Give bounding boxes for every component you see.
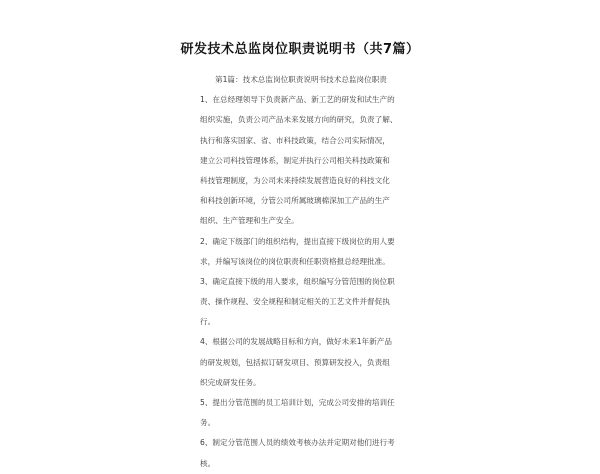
- text-line: 和科技创新环境，分管公司所属玻璃棉深加工产品的生产: [200, 196, 390, 206]
- document-body: [200, 70, 400, 474]
- text-line: 科技管理制度，为公司未来持续发展营造良好的科技文化: [200, 175, 390, 185]
- text-line: 责、操作规程、安全规程和制定相关的工艺文件并督促执: [200, 297, 390, 307]
- text-line: 组织实施，负责公司产品未来发展方向的研究，负责了解、: [200, 115, 398, 125]
- text-line: 核。: [200, 458, 216, 468]
- text-line: 5、提出分管范围的员工培训计划，完成公司安排的培训任: [200, 398, 395, 407]
- text-line: 织完成研发任务。: [200, 377, 261, 387]
- text-line: 6、制定分管范围人员的绩效考核办法并定期对他们进行考: [200, 438, 395, 448]
- text-line: 2、确定下级部门的组织结构，提出直接下级岗位的用人要: [200, 236, 395, 246]
- text-line: 求，并编写该岗位的岗位职责和任职资格报总经理批准。: [200, 256, 390, 266]
- text-line: 3、确定直接下级的用人要求，组织编写分管范围的岗位职: [200, 276, 395, 286]
- text-line: 执行和落实国家、省、市科技政策，结合公司实际情况，: [200, 135, 390, 145]
- text-line: 第1篇：技术总监岗位职责说明书技术总监岗位职责: [215, 75, 387, 84]
- text-line: 组织、生产管理和生产安全。: [200, 216, 299, 226]
- text-line: 的研发规划，包括拟订研发项目、预算研发投入，负责组: [200, 357, 390, 367]
- text-line: 建立公司科技管理体系，制定并执行公司相关科技政策和: [200, 155, 390, 165]
- text-line: 1、在总经理领导下负责新产品、新工艺的研发和试生产的: [200, 95, 395, 105]
- document-title: 研发技术总监岗位职责说明书（共7篇）: [180, 42, 420, 57]
- text-line: 行。: [200, 317, 216, 327]
- text-line: 4、根据公司的发展战略目标和方向，做好未来1年新产品: [200, 337, 392, 347]
- text-line: 务。: [200, 418, 216, 428]
